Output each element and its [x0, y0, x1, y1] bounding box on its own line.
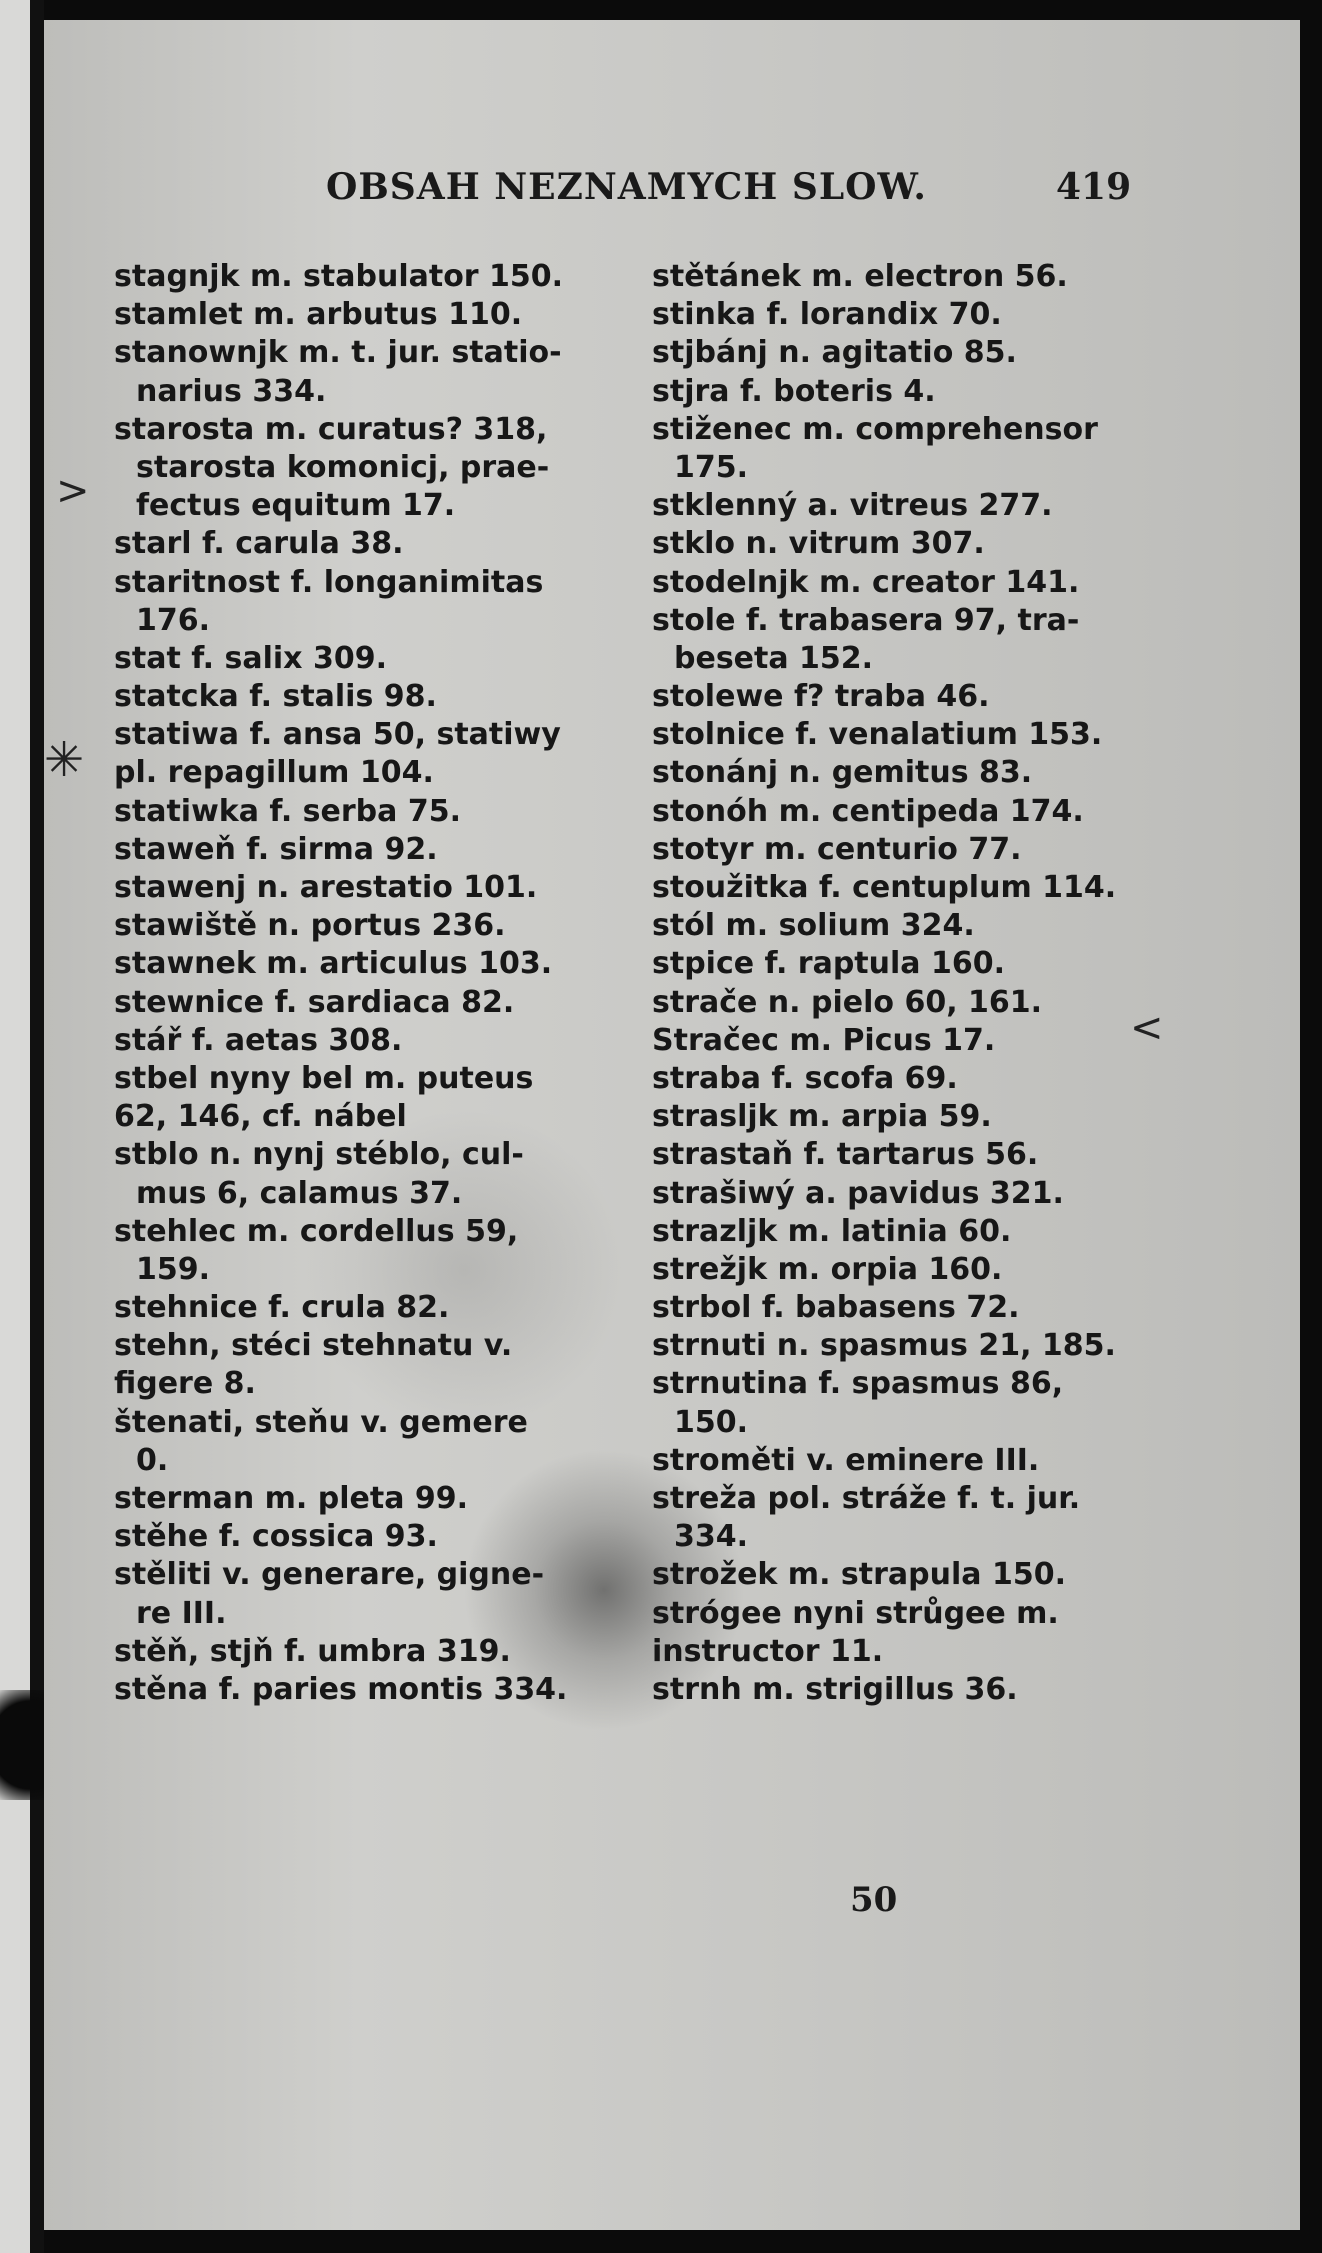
glossary-line: stinka f. lorandix 70.	[652, 297, 1002, 333]
glossary-line: sterman m. pleta 99.	[114, 1481, 469, 1516]
glossary-line: stonánj n. gemitus 83.	[652, 755, 1033, 791]
glossary-line: figere 8.	[114, 1366, 256, 1402]
glossary-line: stagnjk m. stabulator 150.	[114, 259, 564, 294]
glossary-line: narius 334.	[136, 373, 327, 409]
glossary-line: stěliti v. generare, gigne-	[114, 1557, 545, 1593]
glossary-line: stětánek m. electron 56.	[652, 259, 1068, 294]
glossary-line: re III.	[136, 1595, 227, 1631]
glossary-line: starl f. carula 38.	[114, 526, 404, 562]
glossary-line: stiženec m. comprehensor	[652, 411, 1098, 447]
glossary-line: statiwka f. serba 75.	[114, 793, 461, 829]
glossary-line: stewnice f. sardiaca 82.	[114, 984, 515, 1020]
glossary-line: stěhe f. cossica 93.	[114, 1519, 438, 1555]
glossary-line: statiwa f. ansa 50, statiwy	[114, 717, 561, 753]
glossary-line: staweň f. sirma 92.	[114, 831, 438, 867]
glossary-line: stoužitka f. centuplum 114.	[652, 870, 1117, 905]
glossary-line: strasljk m. arpia 59.	[652, 1099, 992, 1135]
glossary-line: 0.	[136, 1442, 169, 1478]
margin-mark-chevron: >	[56, 468, 90, 514]
glossary-line: strače n. pielo 60, 161.	[652, 984, 1043, 1020]
glossary-line: stotyr m. centurio 77.	[652, 831, 1022, 867]
glossary-line: straba f. scofa 69.	[652, 1060, 958, 1096]
glossary-line: stole f. trabasera 97, tra-	[652, 602, 1080, 638]
glossary-line: stehlec m. cordellus 59,	[114, 1213, 519, 1249]
glossary-line: stat f. salix 309.	[114, 640, 387, 676]
glossary-column-right	[652, 258, 1192, 1709]
glossary-line: 159.	[136, 1251, 211, 1287]
glossary-line: stanownjk m. t. jur. statio-	[114, 335, 562, 371]
glossary-line: Stračec m. Picus 17.	[652, 1022, 996, 1058]
glossary-line: stonóh m. centipeda 174.	[652, 793, 1084, 829]
glossary-line: stroměti v. eminere III.	[652, 1442, 1040, 1478]
glossary-line: mus 6, calamus 37.	[136, 1175, 463, 1211]
glossary-line: instructor 11.	[652, 1633, 884, 1669]
glossary-line: stbel nyny bel m. puteus	[114, 1060, 534, 1096]
glossary-line: stodelnjk m. creator 141.	[652, 564, 1080, 600]
glossary-line: stjbánj n. agitatio 85.	[652, 335, 1017, 371]
glossary-line: staritnost f. longanimitas	[114, 564, 544, 600]
signature-mark: 50	[850, 1880, 898, 1920]
margin-mark-asterisk: ✳	[44, 732, 85, 788]
glossary-line: stolnice f. venalatium 153.	[652, 717, 1103, 753]
glossary-line: beseta 152.	[674, 640, 874, 676]
glossary-line: pl. repagillum 104.	[114, 755, 434, 791]
glossary-line: strastaň f. tartarus 56.	[652, 1137, 1039, 1173]
margin-mark-arrow: <	[1130, 1005, 1164, 1051]
glossary-line: stawnek m. articulus 103.	[114, 946, 553, 982]
glossary-line: 175.	[674, 449, 749, 485]
glossary-line: strnh m. strigillus 36.	[652, 1671, 1018, 1707]
glossary-line: strašiwý a. pavidus 321.	[652, 1175, 1064, 1211]
glossary-line: stól m. solium 324.	[652, 908, 975, 944]
running-header	[44, 148, 1300, 208]
glossary-line: stjra f. boteris 4.	[652, 373, 936, 409]
glossary-line: 334.	[674, 1519, 749, 1555]
glossary-line: strnutina f. spasmus 86,	[652, 1366, 1064, 1402]
glossary-line: strežjk m. orpia 160.	[652, 1251, 1003, 1287]
page-left-edge	[0, 0, 30, 2253]
glossary-line: stawenj n. arestatio 101.	[114, 870, 538, 905]
glossary-line: strnuti n. spasmus 21, 185.	[652, 1328, 1116, 1364]
glossary-line: stěna f. paries montis 334.	[114, 1671, 568, 1707]
glossary-column-left	[114, 258, 654, 1709]
page-gutter	[30, 0, 44, 2253]
glossary-line: strazljk m. latinia 60.	[652, 1213, 1012, 1249]
glossary-line: stblo n. nynj stéblo, cul-	[114, 1137, 524, 1173]
glossary-line: starosta komonicj, prae-	[136, 449, 550, 485]
glossary-line: strbol f. babasens 72.	[652, 1290, 1020, 1326]
book-page	[44, 20, 1300, 2230]
page-number: 419	[1056, 166, 1132, 208]
glossary-line: stklenný a. vitreus 277.	[652, 488, 1053, 524]
glossary-line: 176.	[136, 602, 211, 638]
glossary-line: 62, 146, cf. nábel	[114, 1099, 407, 1135]
header-title: OBSAH NEZNAMYCH SLOW.	[326, 166, 927, 208]
glossary-line: statcka f. stalis 98.	[114, 679, 437, 715]
glossary-line: štenati, steňu v. gemere	[114, 1404, 528, 1440]
glossary-line: stěň, stjň f. umbra 319.	[114, 1633, 511, 1669]
glossary-line: 150.	[674, 1404, 749, 1440]
glossary-line: strógee nyni strůgee m.	[652, 1595, 1059, 1631]
glossary-line: stawiště n. portus 236.	[114, 908, 506, 944]
glossary-line: stehn, stéci stehnatu v.	[114, 1328, 513, 1364]
glossary-line: stklo n. vitrum 307.	[652, 526, 985, 562]
glossary-line: strožek m. strapula 150.	[652, 1557, 1066, 1593]
glossary-line: streža pol. stráže f. t. jur.	[652, 1481, 1081, 1516]
glossary-line: starosta m. curatus? 318,	[114, 411, 548, 447]
glossary-line: stolewe f? traba 46.	[652, 679, 990, 715]
glossary-line: stehnice f. crula 82.	[114, 1290, 450, 1326]
glossary-line: stář f. aetas 308.	[114, 1022, 403, 1058]
glossary-line: stamlet m. arbutus 110.	[114, 297, 523, 333]
glossary-line: stpice f. raptula 160.	[652, 946, 1005, 982]
glossary-line: fectus equitum 17.	[136, 488, 456, 524]
